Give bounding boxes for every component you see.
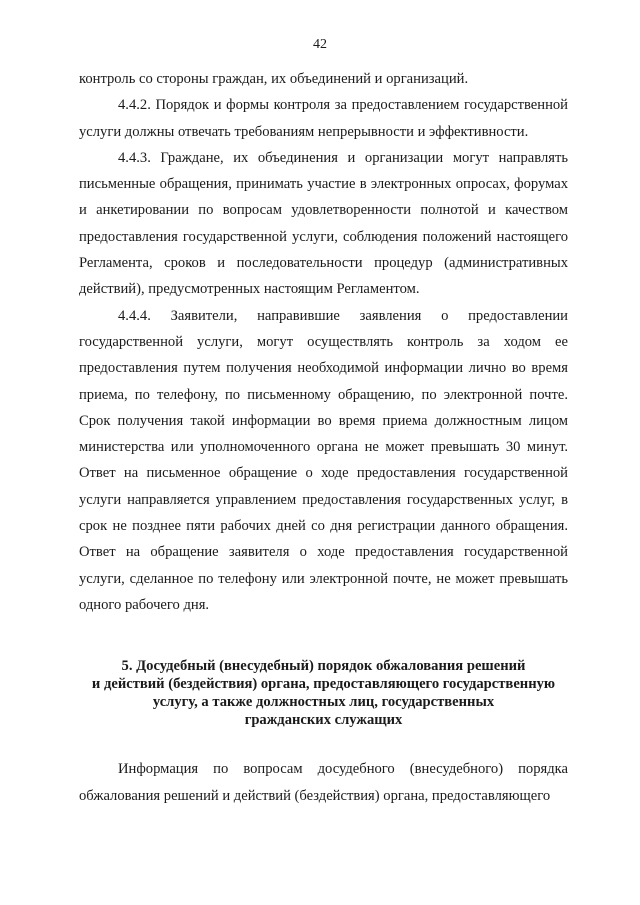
paragraph-section-5-intro: Информация по вопросам досудебного (внесудебного) порядка обжалования решений и действий (бездействия) органа, предоставляющего — [79, 761, 568, 804]
paragraph-continuation: контроль со стороны граждан, их объединений и организаций. — [79, 71, 469, 87]
section-heading-line: услугу, а также должностных лиц, государственных — [152, 694, 495, 711]
paragraph-4-4-3: 4.4.3. Граждане, их объединения и организации могут направлять письменные обращения, принимать участие в электронных опросах, форумах и анкетировании по вопросам удовлетворенности полнотой и качеством предоставления государственной услуги, соблюдения положений настоящего Регламента, сроков и последовательности процедур (административных действий), предусмотренных настоящим Регламентом. — [79, 149, 568, 298]
section-heading — [79, 657, 568, 729]
section-heading-line: 5. Досудебный (внесудебный) порядок обжалования решений — [121, 658, 526, 675]
document-body — [79, 66, 568, 809]
paragraph-4-4-4: 4.4.4. Заявители, направившие заявления о предоставлении государственной услуги, могут осуществлять контроль за ходом ее предоставления путем получения необходимой информации лично во время приема, по телефону, по письменному обращению, по электронной почте. Срок получения такой информации во время приема должностным лицом министерства или уполномоченного органа не может превышать 30 минут. Ответ на письменное обращение о ходе предоставления государственной услуги направляется управлением предоставления государственных услуг, в срок не позднее пяти рабочих дней со дня регистрации данного обращения. Ответ на обращение заявителя о ходе предоставления государственной услуги, сделанное по телефону или электронной почте, не может превышать одного рабочего дня. — [79, 307, 568, 613]
paragraph-4-4-2: 4.4.2. Порядок и формы контроля за предоставлением государственной услуги должны отвечать требованиям непрерывности и эффективности. — [79, 97, 568, 140]
section-heading-line: гражданских служащих — [244, 712, 403, 729]
page-number: 42 — [313, 37, 327, 52]
section-heading-line: и действий (бездействия) органа, предоставляющего государственную — [91, 676, 556, 693]
